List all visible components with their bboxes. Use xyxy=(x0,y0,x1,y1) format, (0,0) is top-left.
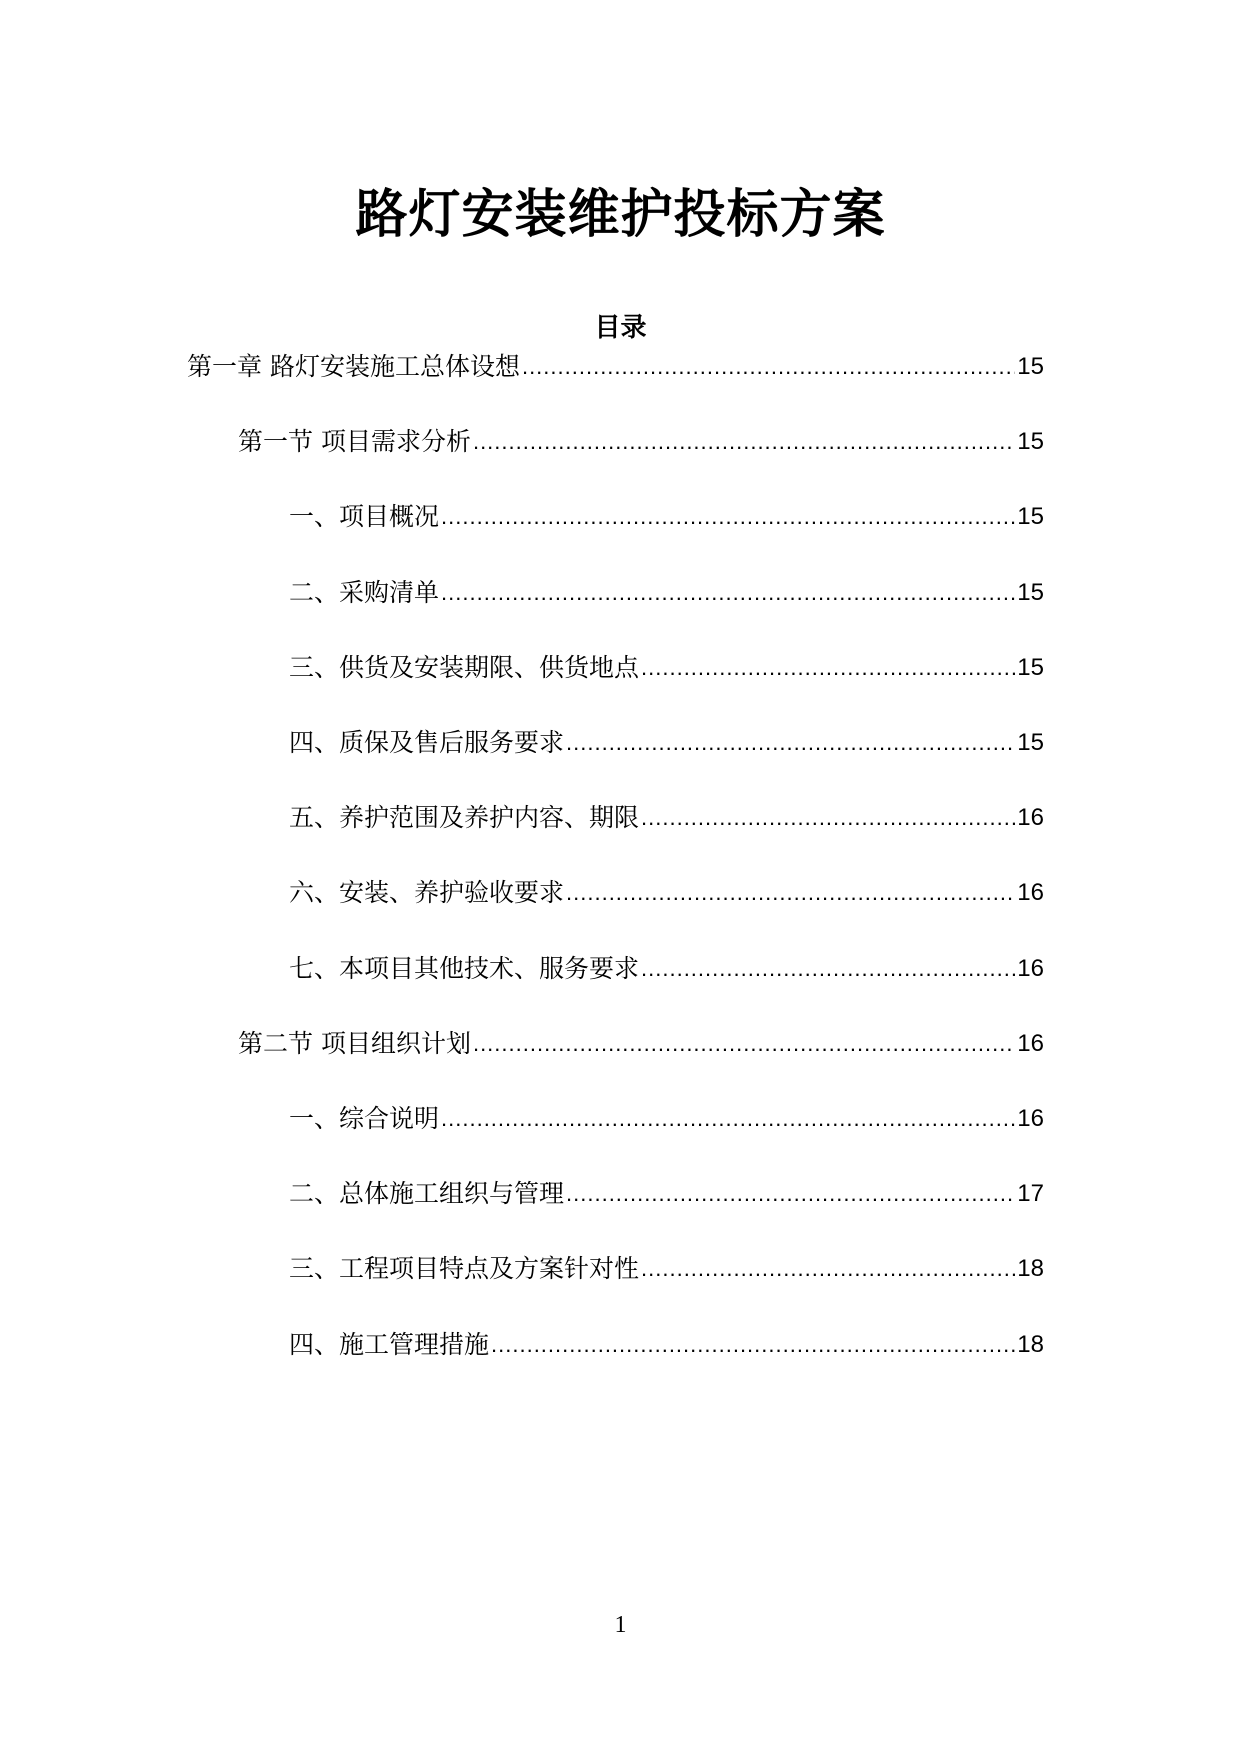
toc-entry-page: 15 xyxy=(1017,653,1044,681)
page-number: 1 xyxy=(614,1612,627,1638)
toc-entry-page: 18 xyxy=(1017,1255,1044,1283)
toc-dot-leader xyxy=(566,873,1015,913)
toc-dot-leader xyxy=(641,798,1015,838)
toc-dot-leader xyxy=(641,949,1015,989)
toc-entry[interactable] xyxy=(289,798,1044,838)
toc-heading: 目录 xyxy=(594,313,647,343)
document-title: 路灯安装维护投标方案 xyxy=(355,185,886,245)
toc-dot-leader xyxy=(491,1325,1015,1365)
toc-entry[interactable] xyxy=(238,422,1044,462)
toc-dot-leader xyxy=(441,497,1015,537)
toc-entry-title: 三、工程项目特点及方案针对性 xyxy=(289,1254,640,1284)
toc-entry-page: 15 xyxy=(1017,428,1044,456)
toc-entry-page: 16 xyxy=(1017,1105,1044,1132)
toc-entry-page: 18 xyxy=(1017,1330,1044,1358)
toc-entry[interactable] xyxy=(289,497,1044,537)
toc-entry-title: 六、安装、养护验收要求 xyxy=(289,878,565,908)
toc-dot-leader xyxy=(641,1249,1015,1289)
toc-entry-page: 15 xyxy=(1017,503,1044,531)
toc-entry-title: 三、供货及安装期限、供货地点 xyxy=(289,652,640,682)
toc-entry-title: 第一章 路灯安装施工总体设想 xyxy=(187,352,520,381)
toc-entry[interactable] xyxy=(289,1174,1044,1214)
toc-dot-leader xyxy=(566,1174,1015,1214)
toc-entry-page: 17 xyxy=(1017,1180,1044,1208)
toc-entry-title: 四、施工管理措施 xyxy=(289,1329,490,1359)
toc-entry-title: 七、本项目其他技术、服务要求 xyxy=(289,953,640,983)
toc-entry[interactable] xyxy=(289,1099,1044,1139)
toc-entry-page: 16 xyxy=(1017,1029,1044,1057)
toc-dot-leader xyxy=(441,1099,1015,1139)
toc-dot-leader xyxy=(441,573,1015,613)
toc-entry-title: 第二节 项目组织计划 xyxy=(238,1028,471,1058)
toc-entry[interactable] xyxy=(289,648,1044,688)
toc-entry[interactable] xyxy=(289,573,1044,613)
toc-entry-title: 二、总体施工组织与管理 xyxy=(289,1179,565,1209)
toc-dot-leader xyxy=(473,422,1015,462)
toc-entry-page: 16 xyxy=(1017,879,1044,907)
toc-entry[interactable] xyxy=(289,949,1044,989)
toc-dot-leader xyxy=(522,347,1015,387)
toc-entry[interactable] xyxy=(289,1325,1044,1365)
toc-dot-leader xyxy=(641,648,1015,688)
toc-entry-page: 16 xyxy=(1017,804,1044,832)
toc-entry[interactable] xyxy=(187,347,1044,387)
toc-entry[interactable] xyxy=(238,1024,1044,1064)
toc-entry-page: 15 xyxy=(1017,729,1044,756)
toc-entry[interactable] xyxy=(289,873,1044,913)
toc-entry-title: 五、养护范围及养护内容、期限 xyxy=(289,803,640,833)
toc-entry-title: 一、项目概况 xyxy=(289,502,440,532)
toc-entry[interactable] xyxy=(289,1249,1044,1289)
toc-entry[interactable] xyxy=(289,723,1044,763)
toc-dot-leader xyxy=(473,1024,1015,1064)
toc-entry-page: 15 xyxy=(1017,578,1044,606)
toc-entry-title: 二、采购清单 xyxy=(289,577,440,607)
toc-entry-title: 第一节 项目需求分析 xyxy=(238,427,471,457)
toc-entry-title: 四、质保及售后服务要求 xyxy=(289,728,565,757)
toc-entry-page: 16 xyxy=(1017,954,1044,982)
toc-dot-leader xyxy=(566,723,1015,763)
toc-entry-title: 一、综合说明 xyxy=(289,1104,440,1133)
toc-entry-page: 15 xyxy=(1017,353,1044,380)
